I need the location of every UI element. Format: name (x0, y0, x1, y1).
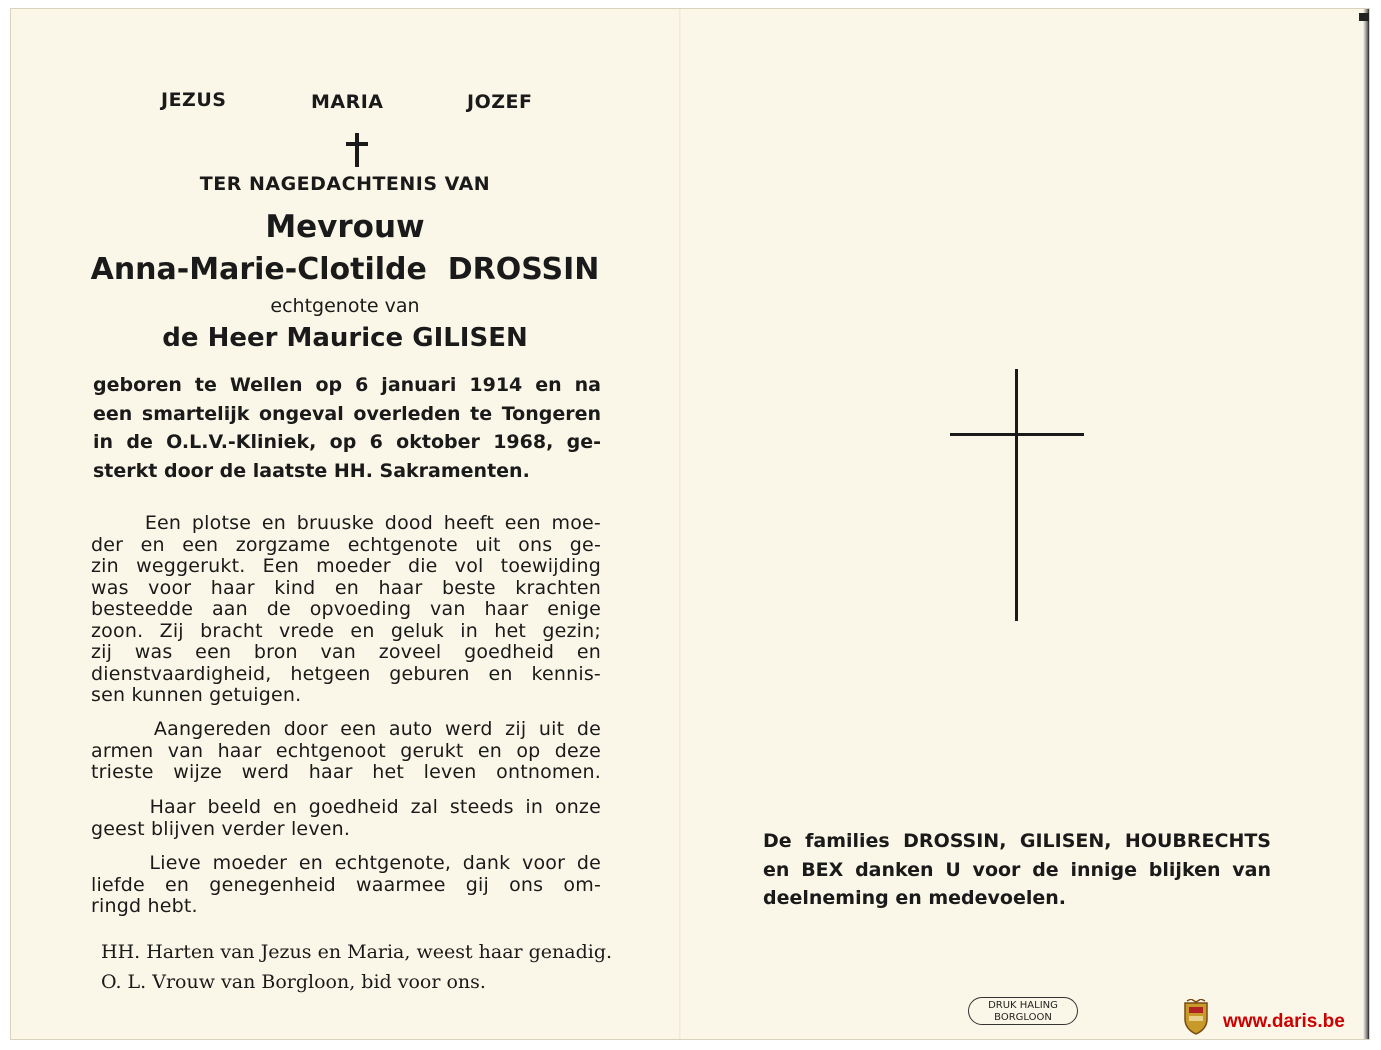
text-line: Haar beeld en goedheid zal steeds in onze (91, 796, 601, 818)
text-line: zoon. Zij bracht vrede en geluk in het gezin; (91, 619, 601, 642)
spouse-name: de Heer Maurice GILISEN (162, 323, 528, 353)
text-line: Een plotse en bruuske dood heeft een moe- (91, 512, 601, 534)
bio-line: sterkt door de laatste HH. Sakramenten. (93, 459, 530, 482)
website-link[interactable]: www.daris.be (1223, 1011, 1345, 1032)
memory-title: TER NAGEDACHTENIS VAN (199, 173, 491, 195)
small-cross-icon (346, 133, 368, 167)
large-cross-icon (1015, 369, 1018, 621)
memorial-card (10, 8, 1370, 1040)
thanks-line: deelneming en medevoelen. (763, 887, 1067, 909)
thanks-line: en BEX danken U voor de innige blijken van (763, 858, 1271, 881)
prayer-line-1: HH. Harten van Jezus en Maria, weest haar genadig. (101, 941, 613, 963)
text-line: geest blijven verder leven. (91, 817, 351, 840)
header-jezus: JEZUS (161, 89, 227, 111)
left-panel (11, 9, 679, 1039)
bio-line: geboren te Wellen op 6 januari 1914 en na (93, 374, 601, 396)
text-line: ringd hebt. (91, 895, 198, 917)
deceased-name: Anna-Marie-Clotilde DROSSIN (90, 252, 600, 287)
honorific: Mevrouw (265, 209, 425, 245)
text-line: zin weggerukt. Een moeder die vol toewijding (91, 555, 601, 577)
prayer-line-2: O. L. Vrouw van Borgloon, bid voor ons. (101, 971, 486, 993)
bio-line: in de O.L.V.-Kliniek, op 6 oktober 1968, ge- (93, 431, 601, 453)
text-line: Lieve moeder en echtgenote, dank voor de (91, 852, 601, 874)
header-jozef: JOZEF (467, 91, 533, 113)
text-line: armen van haar echtgenoot gerukt en op deze (91, 739, 601, 762)
text-line: zij was een bron van zoveel goedheid en (91, 641, 601, 663)
biography (93, 371, 601, 485)
text-line: dienstvaardigheid, hetgeen geburen en kennis- (91, 662, 601, 685)
text-line: liefde en genegenheid waarmee gij ons om- (91, 873, 601, 896)
paragraph-2 (91, 719, 601, 784)
text-line: besteedde aan de opvoeding van haar enige (91, 598, 601, 620)
printer-town: BORGLOON (994, 1012, 1052, 1023)
spouse-of-label: echtgenote van (270, 295, 420, 317)
header-maria: MARIA (311, 91, 384, 113)
right-panel (681, 9, 1371, 1039)
text-line: sen kunnen getuigen. (91, 684, 302, 706)
printer-name: DRUK HALING (988, 1000, 1058, 1011)
printer-stamp (968, 997, 1078, 1025)
family-thanks (763, 827, 1271, 913)
paragraph-3 (91, 797, 601, 840)
thanks-line: De families DROSSIN, GILISEN, HOUBRECHTS (763, 830, 1271, 852)
text-line: Aangereden door een auto werd zij uit de (91, 718, 601, 740)
paragraph-4 (91, 853, 601, 918)
text-line: was voor haar kind en haar beste krachten (91, 576, 601, 599)
coat-of-arms-icon (1181, 999, 1211, 1035)
paragraph-1 (91, 513, 601, 707)
text-line: der en een zorgzame echtgenote uit ons ge- (91, 533, 601, 556)
large-cross-bar (950, 433, 1084, 436)
text-line: trieste wijze werd haar het leven ontnomen. (91, 761, 601, 783)
bio-line: een smartelijk ongeval overleden te Tongeren (93, 402, 601, 425)
